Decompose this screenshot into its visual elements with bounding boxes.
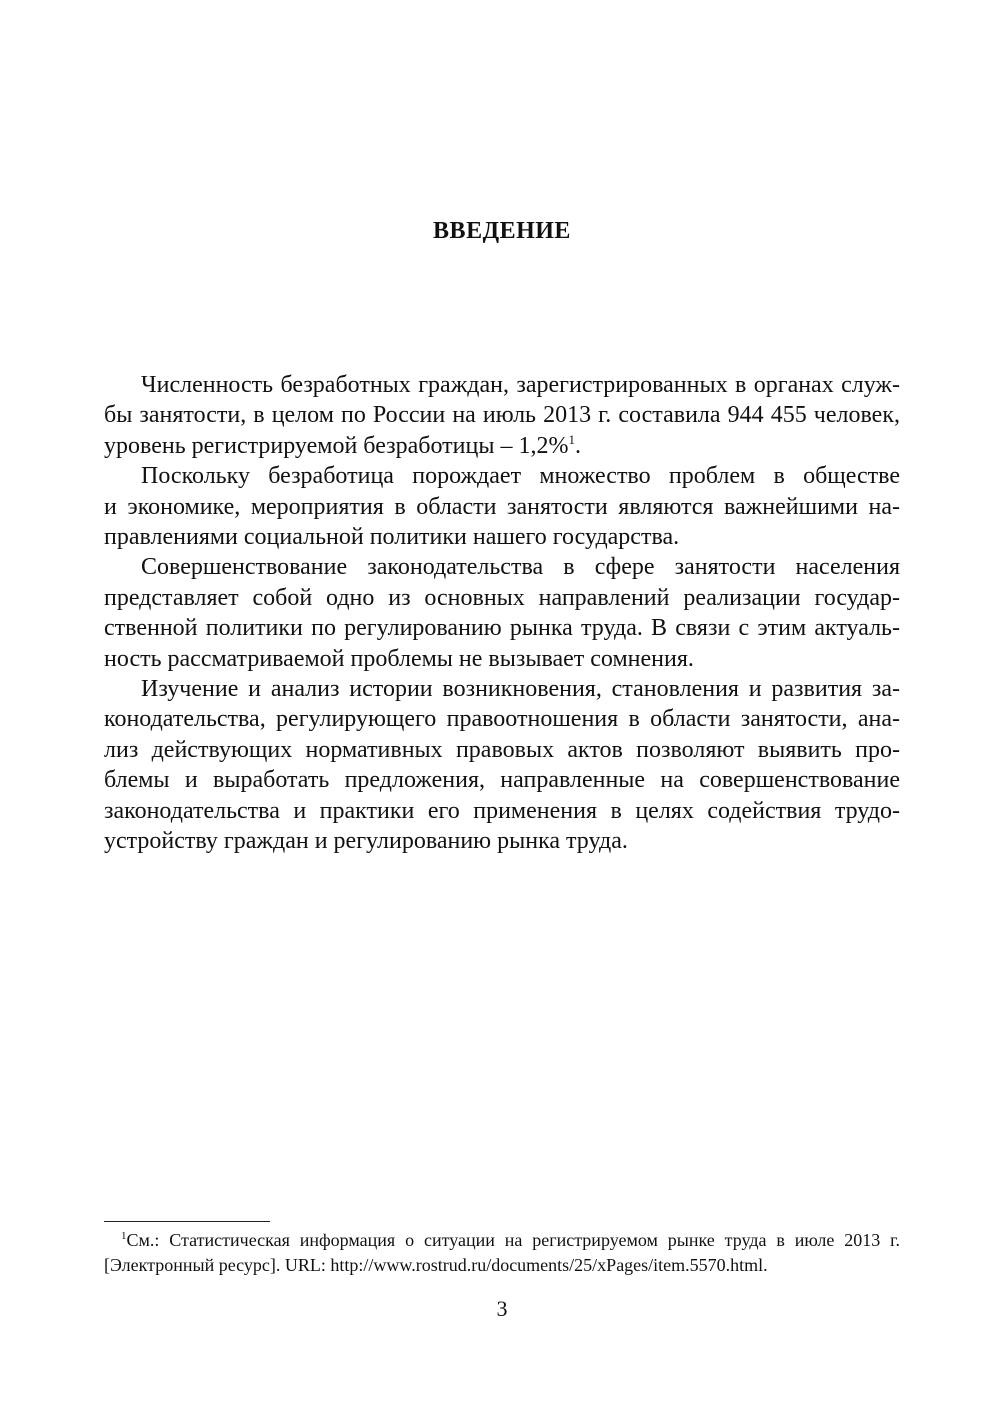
text-line: блемы и выработать предложения, направленные на совершенствование [104,767,900,794]
main-text [104,370,900,857]
text-line: лиз действующих нормативных правовых актов позволяют выявить про- [104,736,900,763]
footnote-line [104,1228,900,1253]
text-line: уровень регистрируемой безработицы – 1,2% [104,432,569,459]
paragraph [104,552,900,674]
paragraph [104,674,900,856]
text-line: правлениями социальной политики нашего государства. [104,524,680,551]
text-line: устройству граждан и регулированию рынка труда. [104,828,628,855]
text-line-tail: . [574,432,581,459]
text-line: представляет собой одно из основных направлений реализации государ- [104,584,900,611]
paragraph [104,461,900,552]
text-line-with-footnote [104,431,900,461]
text-line: Поскольку безработица порождает множество проблем в обществе [141,463,900,490]
footnote-reference[interactable]: 1 [568,431,575,447]
text-line: Совершенствование законодательства в сфере занятости населения [141,554,900,581]
text-line: законодательства и практики его применения в целях содействия трудо- [104,797,900,824]
text-line: ность рассматриваемой проблемы не вызывает сомнения. [104,645,694,672]
footnote [104,1228,900,1277]
footnotes [104,1228,900,1277]
page-title: ВВЕДЕНИЕ [433,218,571,244]
footnote-line: [Электронный ресурс]. URL: http://www.rostrud.ru/documents/25/xPages/item.5570.html. [104,1254,768,1275]
page-number: 3 [496,1296,508,1321]
footnote-text: См.: Статистическая информация о ситуации на регистрируемом рынке труда в июле 2013 г. [126,1230,900,1250]
paragraph [104,370,900,461]
text-line: Численность безработных граждан, зарегистрированных в органах служ- [141,372,900,398]
text-line: и экономике, мероприятия в области занятости являются важнейшими на- [104,493,900,520]
text-line: конодательства, регулирующего правоотношения в области занятости, ана- [104,706,900,733]
text-line: ственной политики по регулированию рынка труда. В связи с этим актуаль- [104,615,900,642]
footnote-marker: 1 [121,1230,127,1242]
footnote-divider [104,1221,270,1222]
text-line: Изучение и анализ истории возникновения, становления и развития за- [141,676,900,703]
text-line: бы занятости, в целом по России на июль 2013 г. составила 944 455 человек, [104,402,900,429]
